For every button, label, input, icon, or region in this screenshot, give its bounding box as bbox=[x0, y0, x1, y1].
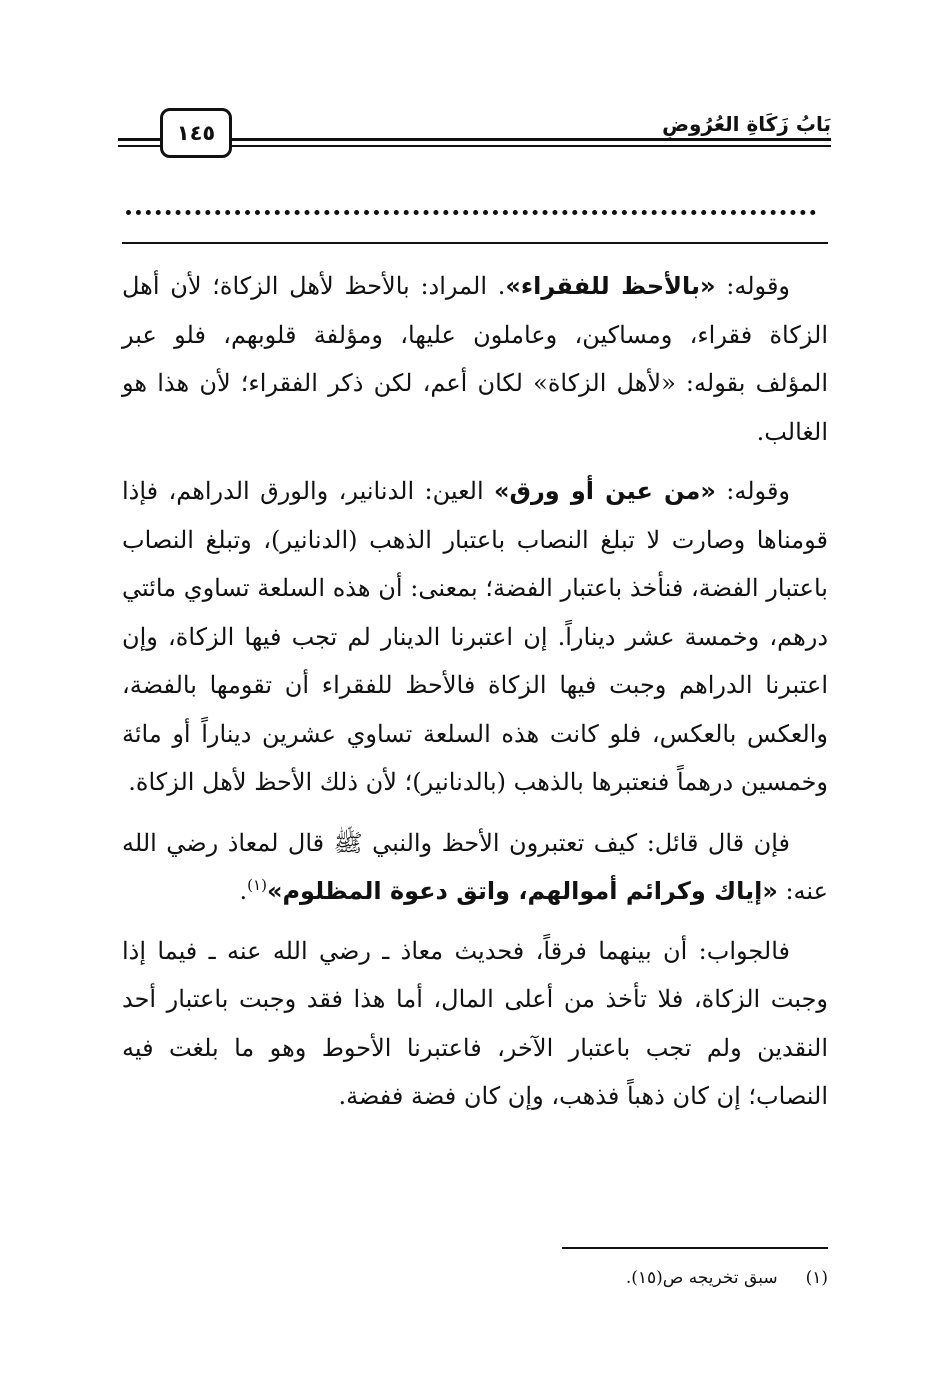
paragraph-lead: وقوله: bbox=[715, 477, 791, 505]
paragraph-text: . المراد: بالأحظ لأهل الزكاة؛ لأن أهل الزكاة فقراء، ومساكين، وعاملون عليها، ومؤلفة قلوبهم، فلو عبر المؤلف بقوله: «لأهل الزكاة» لكان أعم، لكن ذكر الفقراء؛ لأن هذا هو الغالب. bbox=[122, 272, 828, 446]
chapter-title: بَابُ زَكَاةِ العُرُوضِ bbox=[656, 112, 831, 136]
paragraph-3 bbox=[122, 819, 828, 916]
quoted-phrase: «من عين أو ورق» bbox=[494, 477, 716, 505]
top-divider bbox=[122, 242, 828, 244]
header-rule-right-thin bbox=[226, 145, 831, 147]
paragraph-4 bbox=[122, 927, 828, 1121]
header-rule-left bbox=[118, 138, 160, 141]
body-text bbox=[122, 262, 828, 1121]
footnote-number: (١) bbox=[805, 1268, 828, 1288]
dotted-separator bbox=[126, 196, 816, 215]
paragraph-text: فالجواب: أن بينهما فرقاً، فحديث معاذ ـ رضي الله عنه ـ فيما إذا وجبت الزكاة، فلا تأخذ من أعلى المال، أما هذا فقد وجبت باعتبار أحد النقدين ولم تجب باعتبار الآخر، فاعتبرنا الأحوط وهو ما بلغت فيه النصاب؛ إن كان ذهباً فذهب، وإن كان فضة ففضة. bbox=[122, 936, 828, 1110]
header-rule-left-thin bbox=[118, 145, 160, 147]
footnote-ref: (١) bbox=[247, 876, 267, 894]
paragraph-1 bbox=[122, 262, 828, 456]
header-rule-right bbox=[226, 138, 831, 141]
paragraph-text: فإن قال قائل: كيف تعتبرون الأحظ والنبي ﷺ قال لمعاذ رضي الله عنه: bbox=[122, 828, 828, 905]
footnote-text: سبق تخريجه ص(١٥). bbox=[625, 1268, 778, 1288]
paragraph-lead: وقوله: bbox=[715, 272, 791, 300]
page-number: ١٤٥ bbox=[160, 108, 232, 158]
paragraph-tail: . bbox=[239, 877, 248, 905]
footnote bbox=[328, 1264, 828, 1292]
paragraph-2 bbox=[122, 467, 828, 807]
paragraph-text: العين: الدنانير، والورق الدراهم، فإذا قومناها وصارت لا تبلغ النصاب باعتبار الذهب (الدنانير)، وتبلغ النصاب باعتبار الفضة، فنأخذ باعتبار الفضة؛ بمعنى: أن هذه السلعة تساوي مائتي درهم، وخمسة عشر ديناراً. إن اعتبرنا الدينار لم تجب فيها الزكاة، وإن اعتبرنا الدراهم وجبت فيها الزكاة فالأحظ للفقراء أن تقومها بالفضة، والعكس بالعكس، فلو كانت هذه السلعة تساوي عشرين ديناراً أو مائة وخمسين درهماً فنعتبرها بالذهب (بالدنانير)؛ لأن ذلك الأحظ لأهل الزكاة. bbox=[122, 477, 829, 796]
quoted-phrase: «بالأحظ للفقراء» bbox=[505, 272, 716, 300]
hadith-quote: «إياك وكرائم أموالهم، واتق دعوة المظلوم» bbox=[266, 877, 778, 905]
footnote-divider bbox=[562, 1247, 828, 1249]
page-header bbox=[118, 108, 831, 160]
